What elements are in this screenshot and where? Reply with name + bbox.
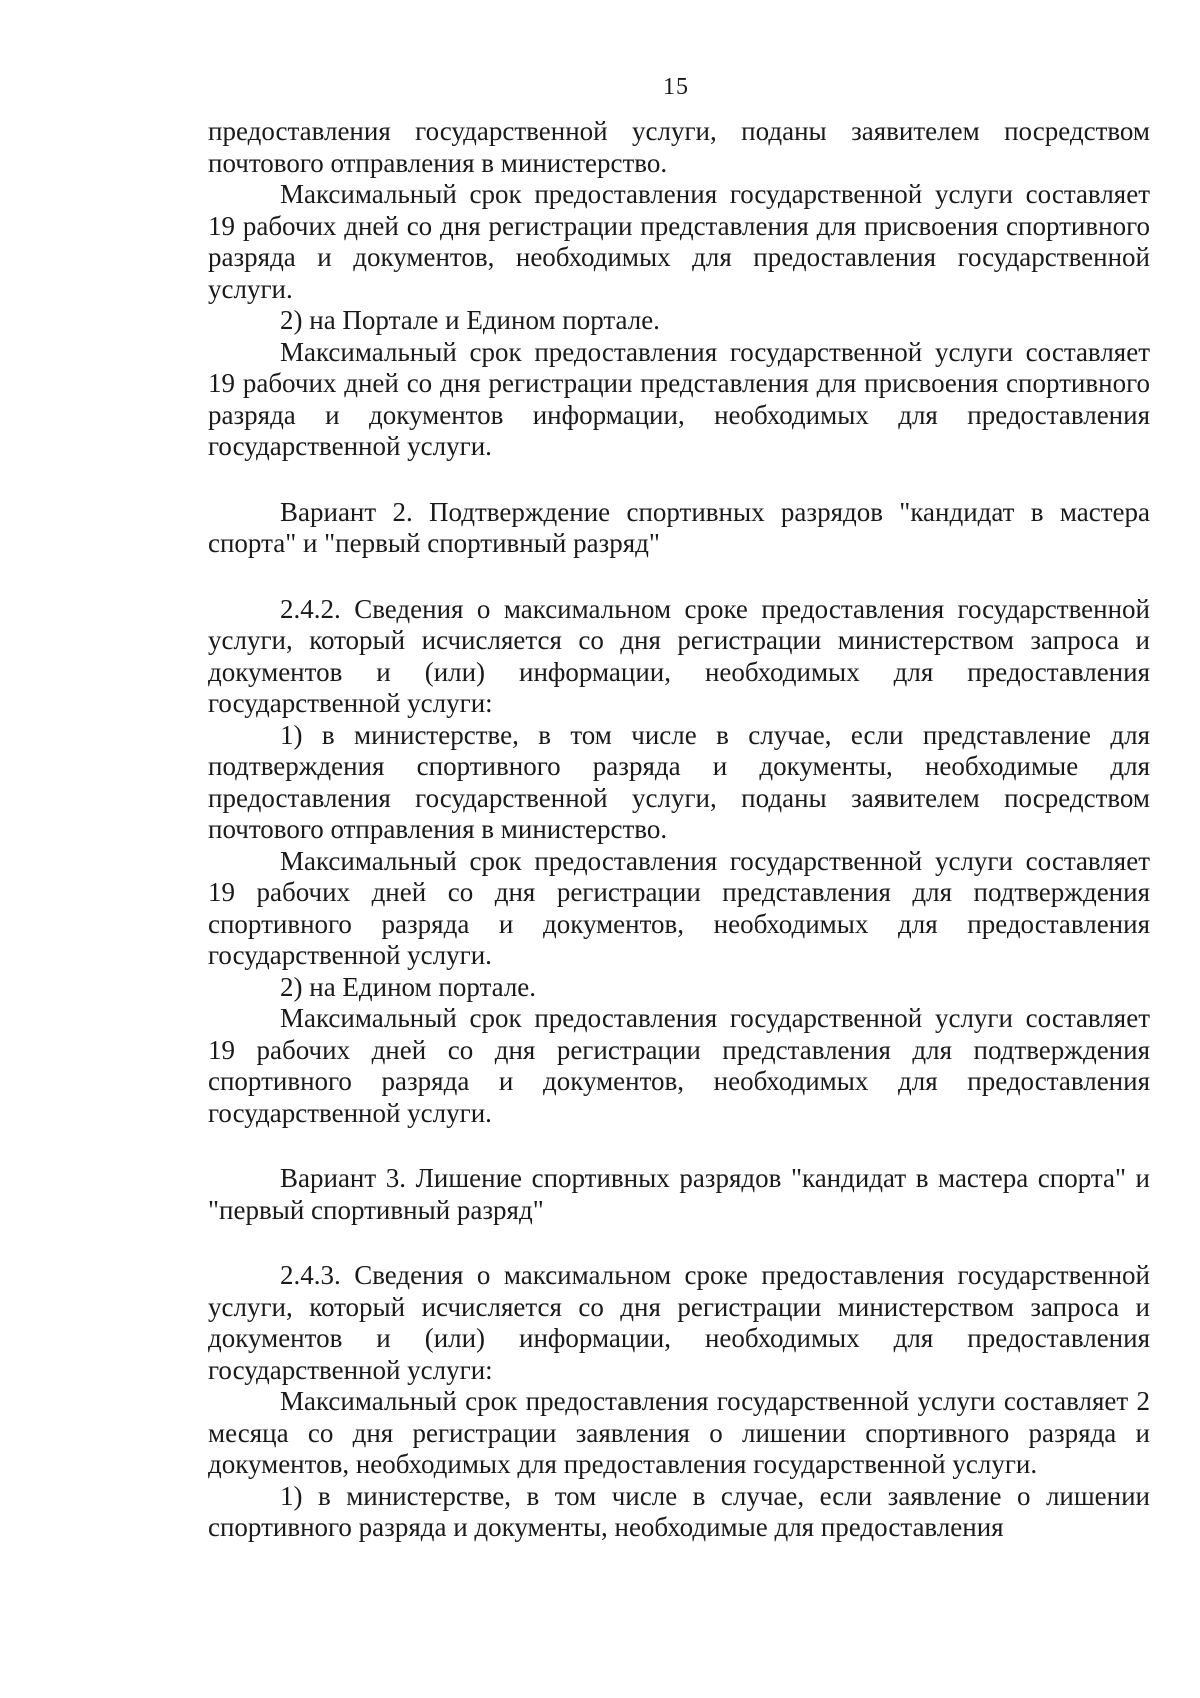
- document-body: [208, 116, 1150, 1544]
- paragraph-item-ministry-deprivation: 1) в министерстве, в том числе в случае, если заявление о лишении спортивного разряда и документы, необходимые для предоставления: [208, 1480, 1150, 1542]
- paragraph-max-term-confirmation-ministry: Максимальный срок предоставления государственной услуги составляет 19 рабочих дней со дня регистрации представления для подтверждения спортивного разряда и документов, необходимых для предоставления государственной услуги.: [208, 845, 1150, 970]
- paragraph-max-term-deprivation: Максимальный срок предоставления государственной услуги составляет 2 месяца со дня регистрации заявления о лишении спортивного разряда и документов, необходимых для предоставления государственной услуги.: [208, 1386, 1150, 1479]
- page-number: 15: [663, 74, 689, 100]
- paragraph-item-ministry-confirmation: 1) в министерстве, в том числе в случае, если представление для подтверждения спортивного разряда и документы, необходимые для предоставления государственной услуги, поданы заявителем посредством почтового отправления в министерство.: [208, 719, 1150, 844]
- paragraph-max-term-assignment-portal: Максимальный срок предоставления государственной услуги составляет 19 рабочих дней со дня регистрации представления для присвоения спортивного разряда и документов информации, необходимых для предоставления государственной услуги.: [208, 336, 1150, 461]
- paragraph-max-term-assignment-ministry: Максимальный срок предоставления государственной услуги составляет 19 рабочих дней со дня регистрации представления для присвоения спортивного разряда и документов, необходимых для предоставления государственной услуги.: [208, 179, 1150, 304]
- paragraph-max-term-confirmation-portal: Максимальный срок предоставления государственной услуги составляет 19 рабочих дней со дня регистрации представления для подтверждения спортивного разряда и документов, необходимых для предоставления государственной услуги.: [208, 1003, 1150, 1128]
- paragraph-continuation: предоставления государственной услуги, поданы заявителем посредством почтового отправления в министерство.: [208, 116, 1150, 178]
- paragraph-section-2-4-2: 2.4.2. Сведения о максимальном сроке предоставления государственной услуги, который исчисляется со дня регистрации министерством запроса и документов и (или) информации, необходимых для предоставления государственной услуги:: [208, 593, 1150, 718]
- heading-variant-2: Вариант 2. Подтверждение спортивных разрядов "кандидат в мастера спорта" и "первый спортивный разряд": [208, 496, 1150, 558]
- paragraph-section-2-4-3: 2.4.3. Сведения о максимальном сроке предоставления государственной услуги, который исчисляется со дня регистрации министерством запроса и документов и (или) информации, необходимых для предоставления государственной услуги:: [208, 1260, 1150, 1385]
- heading-variant-3: Вариант 3. Лишение спортивных разрядов "кандидат в мастера спорта" и "первый спортивный разряд": [208, 1163, 1150, 1225]
- paragraph-item-unified-portal: 2) на Едином портале.: [280, 971, 537, 1002]
- paragraph-item-portal: 2) на Портале и Едином портале.: [280, 305, 660, 335]
